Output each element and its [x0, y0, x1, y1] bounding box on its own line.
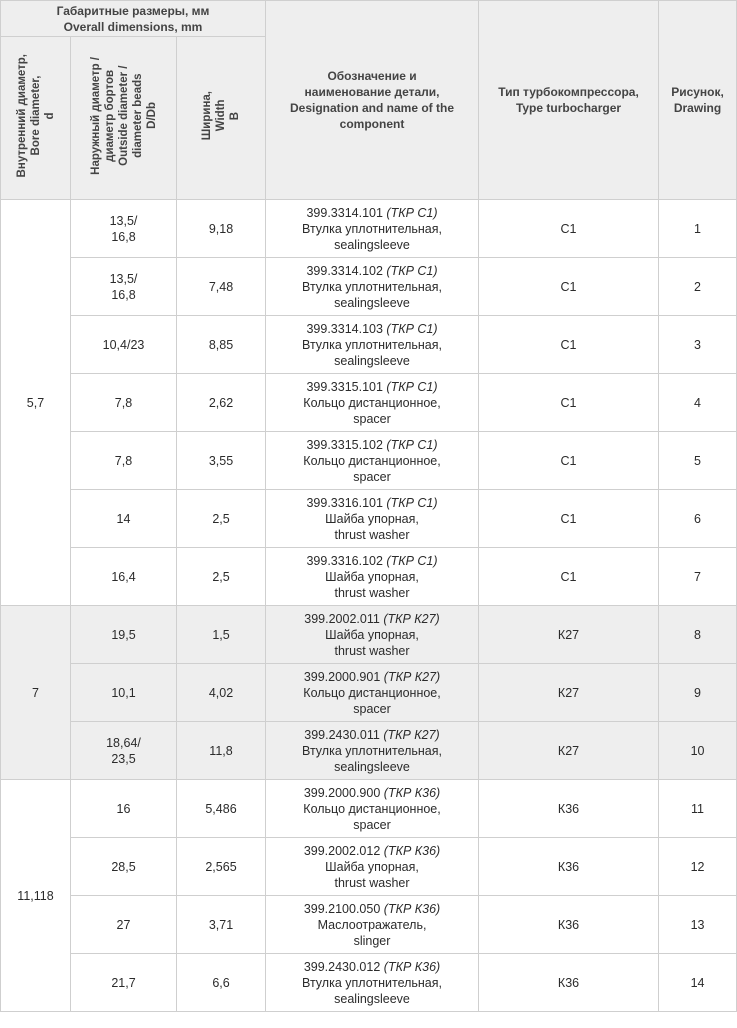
turbo-type-cell: С1: [479, 548, 659, 606]
outside-diameter-cell: 16,4: [71, 548, 177, 606]
width-cell: 9,18: [177, 200, 266, 258]
drawing-number-cell: 11: [659, 780, 737, 838]
table-row: [1, 722, 737, 780]
outside-diameter-cell: 27: [71, 896, 177, 954]
bore-diameter-cell: 7: [1, 606, 71, 780]
outside-diameter-cell: 10,4/23: [71, 316, 177, 374]
designation-cell: 399.3314.103 (ТКР С1) Втулка уплотнительная, sealingsleeve: [266, 316, 479, 374]
turbo-type-cell: К36: [479, 780, 659, 838]
width-cell: 3,55: [177, 432, 266, 490]
turbo-type-cell: К36: [479, 954, 659, 1012]
outside-diameter-cell: 7,8: [71, 374, 177, 432]
turbo-type-header: Тип турбокомпрессора, Type turbocharger: [479, 1, 659, 200]
overall-dimensions-header: Габаритные размеры, мм Overall dimensions, mm: [1, 1, 266, 37]
table-row: [1, 258, 737, 316]
turbo-type-cell: С1: [479, 316, 659, 374]
bore-diameter-cell: 5,7: [1, 200, 71, 606]
table-row: [1, 490, 737, 548]
turbo-type-cell: С1: [479, 258, 659, 316]
width-cell: 1,5: [177, 606, 266, 664]
width-cell: 2,565: [177, 838, 266, 896]
designation-cell: 399.2430.012 (ТКР К36) Втулка уплотнительная, sealingsleeve: [266, 954, 479, 1012]
drawing-number-cell: 5: [659, 432, 737, 490]
width-cell: 7,48: [177, 258, 266, 316]
drawing-number-cell: 7: [659, 548, 737, 606]
width-cell: 8,85: [177, 316, 266, 374]
turbo-type-cell: К27: [479, 722, 659, 780]
designation-cell: 399.3316.101 (ТКР С1) Шайба упорная, thrust washer: [266, 490, 479, 548]
designation-cell: 399.2430.011 (ТКР К27) Втулка уплотнительная, sealingsleeve: [266, 722, 479, 780]
drawing-number-cell: 9: [659, 664, 737, 722]
designation-header: Обозначение и наименование детали, Designation and name of the component: [266, 1, 479, 200]
outside-diameter-cell: 21,7: [71, 954, 177, 1012]
table-row: [1, 954, 737, 1012]
designation-cell: 399.2002.012 (ТКР К36) Шайба упорная, thrust washer: [266, 838, 479, 896]
width-cell: 3,71: [177, 896, 266, 954]
turbo-type-cell: С1: [479, 432, 659, 490]
designation-cell: 399.3316.102 (ТКР С1) Шайба упорная, thrust washer: [266, 548, 479, 606]
outside-diameter-cell: 13,5/ 16,8: [71, 200, 177, 258]
drawing-number-cell: 6: [659, 490, 737, 548]
outside-diameter-header: Наружный диаметр / диаметр бортов Outside diameter / diameter beads D/Db: [71, 37, 177, 200]
width-header: Ширина, Width B: [177, 37, 266, 200]
outside-diameter-cell: 16: [71, 780, 177, 838]
turbo-type-cell: К36: [479, 896, 659, 954]
drawing-number-cell: 2: [659, 258, 737, 316]
table-row: [1, 606, 737, 664]
outside-diameter-cell: 7,8: [71, 432, 177, 490]
designation-cell: 399.2000.900 (ТКР К36) Кольцо дистанционное, spacer: [266, 780, 479, 838]
designation-cell: 399.3315.101 (ТКР С1) Кольцо дистанционное, spacer: [266, 374, 479, 432]
table-row: [1, 432, 737, 490]
table-row: [1, 780, 737, 838]
drawing-number-cell: 1: [659, 200, 737, 258]
drawing-header: Рисунок, Drawing: [659, 1, 737, 200]
outside-diameter-cell: 28,5: [71, 838, 177, 896]
width-cell: 4,02: [177, 664, 266, 722]
width-cell: 5,486: [177, 780, 266, 838]
drawing-number-cell: 14: [659, 954, 737, 1012]
drawing-number-cell: 10: [659, 722, 737, 780]
outside-diameter-cell: 14: [71, 490, 177, 548]
table-row: [1, 316, 737, 374]
turbo-type-cell: К27: [479, 664, 659, 722]
drawing-number-cell: 3: [659, 316, 737, 374]
table-row: [1, 664, 737, 722]
table-row: [1, 838, 737, 896]
bore-diameter-header: Внутренний диаметр, Bore diameter, d: [1, 37, 71, 200]
designation-cell: 399.3314.102 (ТКР С1) Втулка уплотнительная, sealingsleeve: [266, 258, 479, 316]
table-row: [1, 374, 737, 432]
table-row: [1, 896, 737, 954]
designation-cell: 399.3314.101 (ТКР С1) Втулка уплотнительная, sealingsleeve: [266, 200, 479, 258]
outside-diameter-cell: 18,64/ 23,5: [71, 722, 177, 780]
designation-cell: 399.3315.102 (ТКР С1) Кольцо дистанционное, spacer: [266, 432, 479, 490]
designation-cell: 399.2000.901 (ТКР К27) Кольцо дистанционное, spacer: [266, 664, 479, 722]
width-cell: 6,6: [177, 954, 266, 1012]
outside-diameter-cell: 10,1: [71, 664, 177, 722]
table-row: [1, 200, 737, 258]
width-cell: 2,5: [177, 490, 266, 548]
width-cell: 2,62: [177, 374, 266, 432]
width-cell: 2,5: [177, 548, 266, 606]
drawing-number-cell: 8: [659, 606, 737, 664]
drawing-number-cell: 4: [659, 374, 737, 432]
drawing-number-cell: 12: [659, 838, 737, 896]
outside-diameter-cell: 13,5/ 16,8: [71, 258, 177, 316]
bore-diameter-cell: 11,118: [1, 780, 71, 1012]
designation-cell: 399.2100.050 (ТКР К36) Маслоотражатель, slinger: [266, 896, 479, 954]
turbo-type-cell: С1: [479, 374, 659, 432]
outside-diameter-cell: 19,5: [71, 606, 177, 664]
turbo-type-cell: С1: [479, 490, 659, 548]
drawing-number-cell: 13: [659, 896, 737, 954]
turbo-type-cell: К27: [479, 606, 659, 664]
width-cell: 11,8: [177, 722, 266, 780]
designation-cell: 399.2002.011 (ТКР К27) Шайба упорная, thrust washer: [266, 606, 479, 664]
turbo-type-cell: К36: [479, 838, 659, 896]
table-row: [1, 548, 737, 606]
turbo-type-cell: С1: [479, 200, 659, 258]
